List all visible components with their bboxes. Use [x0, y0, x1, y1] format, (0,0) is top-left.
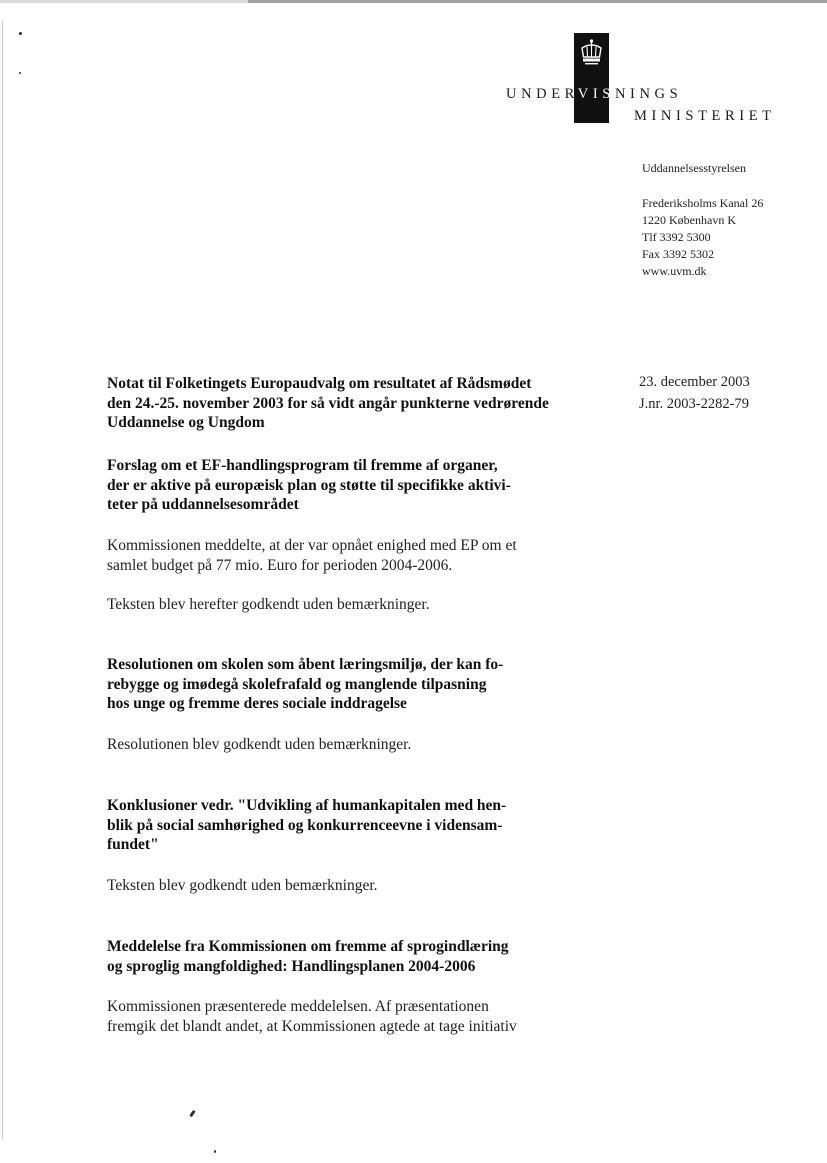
paragraph	[107, 876, 597, 896]
logo-wordmark-line1	[506, 86, 682, 103]
document-title	[107, 374, 587, 433]
heading-line: Meddelelse fra Kommissionen om fremme af sprogindlæring	[107, 938, 509, 955]
paragraph-line: Teksten blev herefter godkendt uden bemærkninger.	[107, 596, 430, 613]
paragraph-line: samlet budget på 77 mio. Euro for perioden 2004-2006.	[107, 556, 453, 574]
scan-speck	[189, 1110, 195, 1117]
heading-line: Konklusioner vedr. "Udvikling af humankapitalen med hen-	[107, 797, 507, 814]
section-heading	[107, 937, 587, 976]
title-line: Notat til Folketingets Europaudvalg om resultatet af Rådsmødet	[107, 375, 532, 392]
heading-line: blik på social samhørighed og konkurrenceevne i vidensam-	[107, 816, 503, 834]
logo-part: NINGS	[614, 86, 683, 102]
scan-edge-left	[2, 20, 3, 1140]
address-line: 1220 København K	[642, 213, 736, 227]
heading-line: fundet"	[107, 836, 159, 853]
section-heading	[107, 796, 587, 855]
paragraph	[107, 536, 597, 575]
paragraph-line: Teksten blev godkendt uden bemærkninger.	[107, 877, 378, 894]
agency-name: Uddannelsesstyrelsen	[642, 161, 746, 175]
title-line: Uddannelse og Ungdom	[107, 414, 265, 431]
section-heading	[107, 655, 587, 714]
address-line: Frederiksholms Kanal 26	[642, 196, 764, 210]
paragraph-line: Resolutionen blev godkendt uden bemærkninger.	[107, 736, 412, 753]
logo-part: UNDER	[506, 86, 578, 102]
website-link[interactable]: www.uvm.dk	[642, 264, 707, 278]
heading-line: rebygge og imødegå skolefrafald og manglende tilpasning	[107, 675, 487, 693]
phone-line: Tlf 3392 5300	[642, 230, 711, 244]
fax-line: Fax 3392 5302	[642, 247, 714, 261]
scan-speck	[19, 72, 21, 74]
heading-line: teter på uddannelsesområdet	[107, 496, 299, 513]
title-line: den 24.-25. november 2003 for så vidt angår punkterne vedrørende	[107, 394, 549, 412]
crown-icon	[579, 38, 604, 68]
logo-wordmark-line2: MINISTERIET	[634, 108, 776, 124]
scan-speck	[19, 32, 22, 35]
heading-line: hos unge og fremme deres sociale inddragelse	[107, 695, 407, 712]
paragraph-line: Kommissionen meddelte, at der var opnået enighed med EP om et	[107, 537, 517, 554]
section-heading	[107, 456, 587, 515]
heading-line: Resolutionen om skolen som åbent læringsmiljø, der kan fo-	[107, 656, 504, 673]
heading-line: Forslag om et EF-handlingsprogram til fremme af organer,	[107, 457, 498, 474]
journal-number: J.nr. 2003-2282-79	[639, 396, 749, 412]
heading-line: og sproglig mangfoldighed: Handlingsplanen 2004-2006	[107, 957, 476, 975]
document-date: 23. december 2003	[639, 374, 750, 390]
scan-speck	[214, 1150, 216, 1153]
logo-part-inverted: VIS	[577, 86, 615, 102]
paragraph-line: fremgik det blandt andet, at Kommissionen agtede at tage initiativ	[107, 1017, 517, 1035]
heading-line: der er aktive på europæisk plan og støtte til specifikke aktivi-	[107, 476, 511, 494]
paragraph-line: Kommissionen præsenterede meddelelsen. Af præsentationen	[107, 998, 489, 1015]
paragraph	[107, 595, 597, 615]
paragraph	[107, 997, 597, 1036]
paragraph	[107, 735, 597, 755]
scan-edge-top	[0, 0, 827, 3]
